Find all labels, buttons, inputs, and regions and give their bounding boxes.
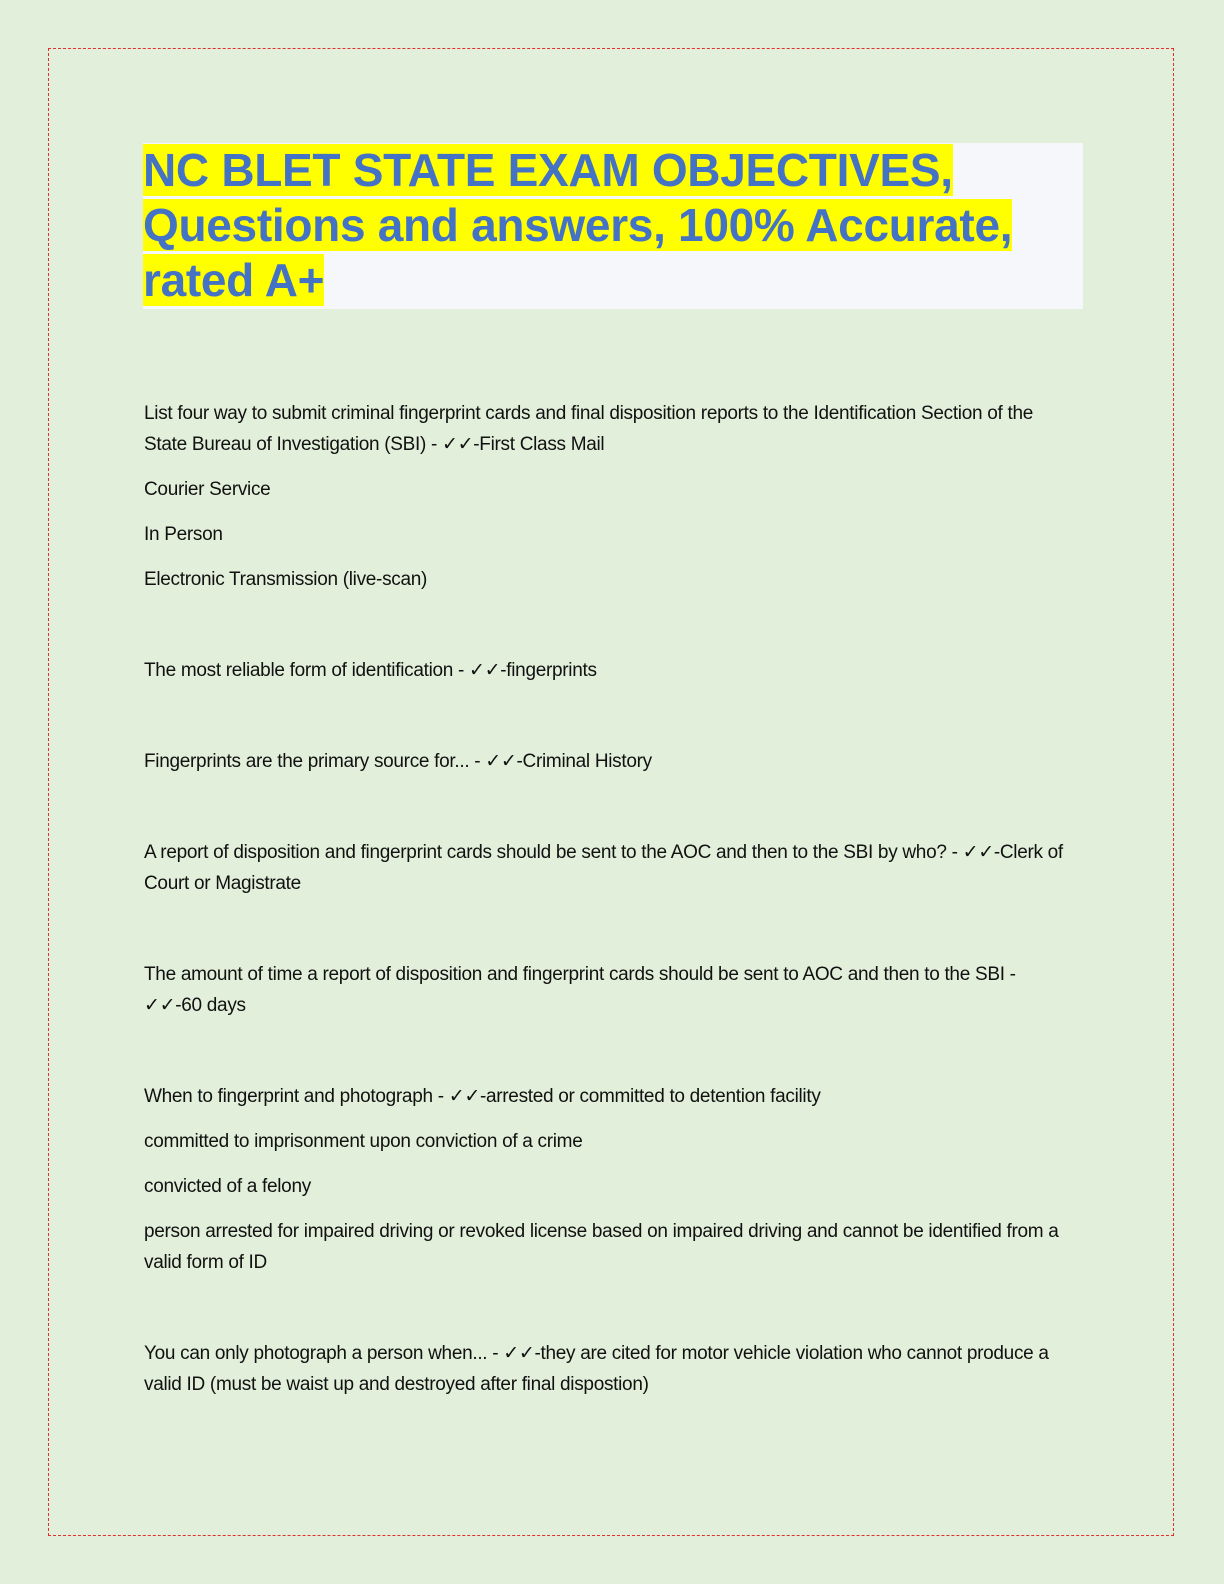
qa-item-6-line: person arrested for impaired driving or revoked license based on impaired driving and cannot be identified from a valid form of ID (144, 1221, 1059, 1273)
qa-item-2: The most reliable form of identification - ✓✓-fingerprints (144, 660, 597, 681)
qa-item-6-line: convicted of a felony (144, 1176, 311, 1197)
qa-item-3: Fingerprints are the primary source for... - ✓✓-Criminal History (144, 751, 652, 772)
title-highlight: NC BLET STATE EXAM OBJECTIVES, Questions and answers, 100% Accurate, rated A+ (143, 144, 1013, 306)
qa-item-1-line: Electronic Transmission (live-scan) (144, 569, 428, 590)
qa-item-5: The amount of time a report of disposition and fingerprint cards should be sent to AOC and then to the SBI - ✓✓-60 days (144, 964, 1016, 1016)
qa-item-1-line: In Person (144, 524, 223, 545)
qa-item-7: You can only photograph a person when... - ✓✓-they are cited for motor vehicle violation who cannot produce a valid ID (must be waist up and destroyed after final dispostion) (144, 1343, 1049, 1395)
qa-item-4: A report of disposition and fingerprint cards should be sent to the AOC and then to the SBI by who? - ✓✓-Clerk of Court or Magistrate (144, 842, 1063, 894)
qa-item-6: When to fingerprint and photograph - ✓✓-arrested or committed to detention facility (144, 1086, 821, 1107)
qa-item-6-line: committed to imprisonment upon conviction of a crime (144, 1131, 583, 1152)
qa-item-1-line: Courier Service (144, 479, 271, 500)
document-title (143, 143, 1083, 308)
qa-content (144, 398, 1074, 1400)
qa-item-1: List four way to submit criminal fingerprint cards and final disposition reports to the Identification Section of the State Bureau of Investigation (SBI) - ✓✓-First Class Mail (144, 403, 1033, 455)
